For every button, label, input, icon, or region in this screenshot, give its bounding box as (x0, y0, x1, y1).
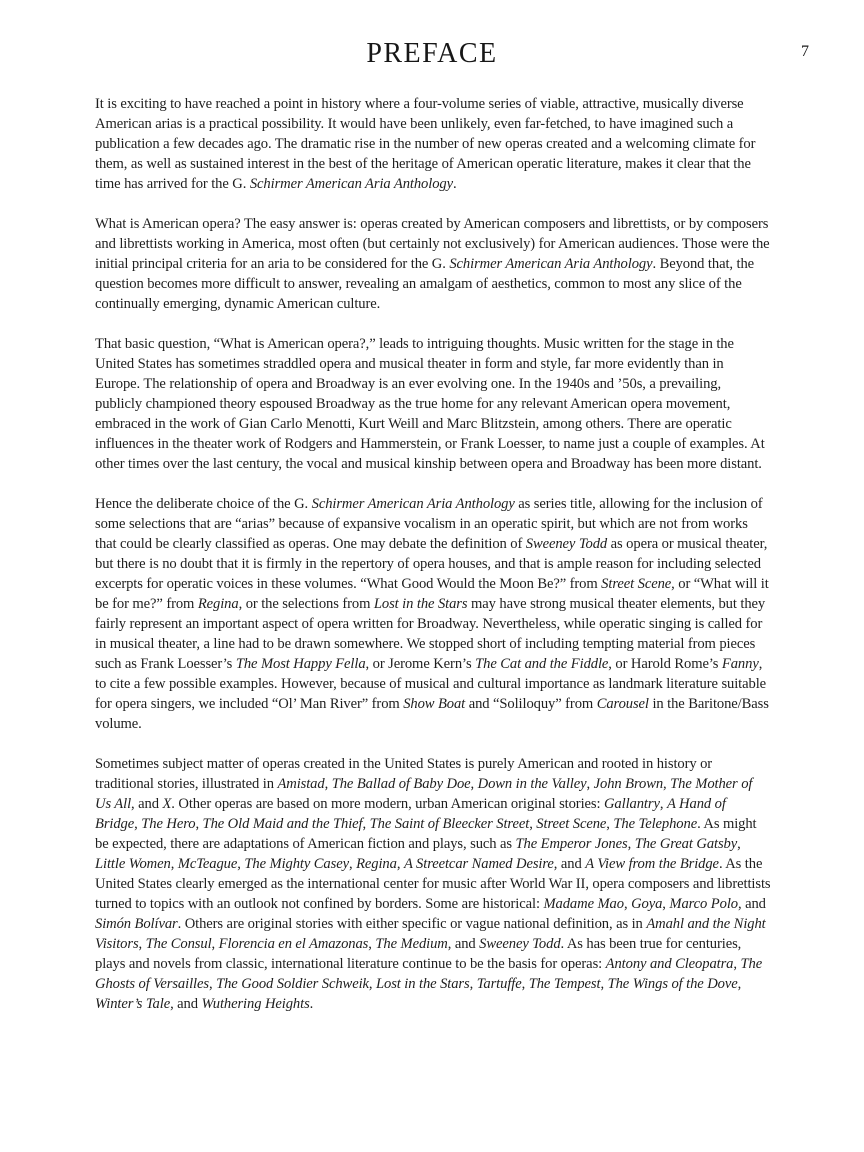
italic-title-text: The Cat and the Fiddle (475, 656, 609, 672)
italic-title-text: The Mighty Casey (244, 856, 349, 872)
italic-title-text: Street Scene (601, 576, 672, 592)
body-text-segment: , (600, 976, 608, 992)
italic-title-text: The Mother of Us All (95, 776, 753, 812)
paragraph-what-is-american-opera (95, 214, 771, 314)
body-text-segment: , and (170, 996, 202, 1012)
italic-title-text: Fanny (721, 656, 759, 672)
italic-title-text: The Tempest (528, 976, 601, 992)
body-text-segment: . As the United States clearly emerged as the international center for music after World War II, opera composers and librettists turned to topics with an outlook not confined by borders. Some are historical: (95, 856, 771, 912)
body-text-segment: , (170, 856, 178, 872)
body-text-segment: , or Jerome Kern’s (365, 656, 476, 672)
italic-title-text: Amahl and the Night Visitors (95, 916, 766, 952)
body-text-segment: , (529, 816, 537, 832)
italic-title-text: Florencia en el Amazonas (218, 936, 369, 952)
body-text-segment: , and (737, 896, 766, 912)
body-text-segment: , (737, 976, 742, 992)
italic-title-text: Wuthering Heights (201, 996, 310, 1012)
italic-title-text: A Streetcar Named Desire (403, 856, 554, 872)
paragraph-opera-and-broadway (95, 334, 771, 474)
body-text-segment: , or “What will it be for me?” from (95, 576, 769, 612)
italic-title-text: Regina (356, 856, 397, 872)
body-text-segment: . Others are original stories with either specific or vague national definition, as in (177, 916, 647, 932)
italic-title-text: Marco Polo (669, 896, 738, 912)
italic-title-text: Simón Bolívar (95, 916, 178, 932)
body-text-segment: may have strong musical theater elements, but they fairly represent an important aspect of opera written for Broadway. Nevertheless, while operatic singing is called for in musical theater, a line had to be drawn somewhere. We stopped short of including tempting material from pieces such as Frank Loesser’s (95, 596, 766, 672)
preface-body (95, 94, 771, 1014)
body-text-segment: , (324, 776, 332, 792)
italic-title-text: The Saint of Bleecker Street (369, 816, 530, 832)
italic-title-text: Sweeney Todd (479, 936, 561, 952)
page-number: 7 (801, 43, 809, 60)
body-text-segment: , to cite a few possible examples. However, because of musical and cultural importance as landmark literature suitable for opera singers, we included “Ol’ Man River” from (95, 656, 767, 712)
italic-title-text: Antony and Cleopatra (605, 956, 734, 972)
body-text-segment: , (134, 816, 142, 832)
body-text-segment: , or the selections from (238, 596, 374, 612)
italic-title-text: A Hand of Bridge (95, 796, 726, 832)
body-text-segment: as series title, allowing for the inclusion of some selections that are “arias” because of expansive vocalism in an operatic spirit, but which are not from works that could be clearly classified as operas. One may debate the definition of (95, 496, 763, 552)
paragraph-subject-matter (95, 754, 771, 1014)
italic-title-text: Down in the Valley (477, 776, 587, 792)
italic-title-text: X (162, 796, 172, 812)
body-text-segment: . (452, 176, 457, 192)
paragraph-intro (95, 94, 771, 194)
body-text-segment: and “Soliloquy” from (465, 696, 597, 712)
body-text-segment: Sometimes subject matter of operas created in the United States is purely American and rooted in history or traditional stories, illustrated in (95, 756, 713, 792)
italic-title-text: Lost in the Stars (376, 976, 470, 992)
italic-title-text: Lost in the Stars (373, 596, 468, 612)
body-text-segment: , or Harold Rome’s (608, 656, 722, 672)
body-text-segment: , (737, 836, 741, 852)
italic-title-text: The Wings of the Dove (607, 976, 738, 992)
italic-title-text: Little Women (95, 856, 171, 872)
italic-title-text: Street Scene (536, 816, 607, 832)
body-text-segment: What is American opera? The easy answer is: operas created by American composers and librettists, or by composers and librettists working in America, most often (but certainly not exclusively) for American audiences. Those were the initial principal criteria for an aria to be considered for the G. (95, 216, 770, 272)
italic-title-text: McTeague (177, 856, 238, 872)
italic-title-text: Regina (197, 596, 239, 612)
paragraph-series-title-choice (95, 494, 771, 734)
body-text-segment: That basic question, “What is American opera?,” leads to intriguing thoughts. Music written for the stage in the United States has sometimes straddled opera and musical theater in form and style, far more evidently than in Europe. The relationship of opera and Broadway is an ever evolving one. In the 1940s and ’50s, a prevailing, publicly championed theory espoused Broadway as the true home for any relevant American opera movement, embraced in the work of Gian Carlo Menotti, Kurt Weill and Marc Blitzstein, among others. There are operatic influences in the theater work of Rodgers and Hammerstein, or Frank Loesser, to name just a couple of examples. At other times over the last century, the vocal and musical kinship between opera and Broadway has been more distant. (95, 336, 765, 472)
body-text-segment: , (659, 796, 667, 812)
body-text-segment: , and (447, 936, 480, 952)
body-text-segment: as opera or musical theater, but there is no doubt that it is firmly in the repertory of opera houses, and that is ample reason for including selected excerpts for operatic voices in these volumes. “What Good Would the Moon Be?” from (95, 536, 768, 592)
body-text-segment: , (627, 836, 635, 852)
body-text-segment: , and (131, 796, 163, 812)
body-text-segment: , (362, 816, 370, 832)
body-text-segment: . Other operas are based on more modern, urban American original stories: (171, 796, 604, 812)
italic-title-text: The Ghosts of Versailles (95, 956, 763, 992)
italic-title-text: Tartuffe (476, 976, 522, 992)
body-text-segment: , (237, 856, 245, 872)
body-text-segment: , (211, 936, 219, 952)
italic-title-text: Winter’s Tale (95, 996, 171, 1012)
italic-title-text: The Consul (145, 936, 212, 952)
body-text-segment: It is exciting to have reached a point in history where a four-volume series of viable, attractive, musically diverse American arias is a practical possibility. It would have been unlikely, even far-fetched, to have imagined such a publication a few decades ago. The dramatic rise in the number of new operas created and a welcoming climate for them, as well as sustained interest in the best of the heritage of American operatic literature, makes it clear that the time has arrived for the G. (95, 96, 756, 192)
body-text-segment: , (469, 976, 477, 992)
body-text-segment: , (662, 896, 670, 912)
body-text-segment: . Beyond that, the question becomes more difficult to answer, revealing an amalgam of aesthetics, common to most any slice of the continually emerging, dynamic American culture. (95, 256, 755, 312)
italic-title-text: Sweeney Todd (525, 536, 608, 552)
italic-title-text: Schirmer American Aria Anthology (311, 496, 515, 512)
body-text-segment: , (470, 776, 478, 792)
italic-title-text: The Good Soldier Schweik (216, 976, 369, 992)
italic-title-text: Amistad (277, 776, 325, 792)
body-text-segment: , and (553, 856, 586, 872)
body-text-segment: , (586, 776, 594, 792)
body-text-segment: , (396, 856, 404, 872)
italic-title-text: John Brown (593, 776, 664, 792)
page-title: PREFACE (366, 38, 498, 69)
italic-title-text: The Hero (141, 816, 196, 832)
italic-title-text: A View from the Bridge (585, 856, 719, 872)
body-text-segment: , (521, 976, 529, 992)
italic-title-text: Goya (631, 896, 663, 912)
body-text-segment: , (623, 896, 632, 912)
body-text-segment: , (138, 936, 146, 952)
italic-title-text: The Telephone (613, 816, 698, 832)
body-text-segment: , (348, 856, 357, 872)
italic-title-text: Schirmer American Aria Anthology (249, 176, 453, 192)
italic-title-text: The Most Happy Fella (235, 656, 366, 672)
body-text-segment: , (208, 976, 217, 992)
body-text-segment: in the Baritone/Bass volume. (95, 696, 769, 732)
body-text-segment: , (606, 816, 614, 832)
italic-title-text: The Great Gatsby (634, 836, 738, 852)
body-text-segment: , (733, 956, 741, 972)
italic-title-text: The Medium (375, 936, 448, 952)
italic-title-text: The Ballad of Baby Doe (331, 776, 471, 792)
body-text-segment: Hence the deliberate choice of the G. (95, 496, 312, 512)
body-text-segment: . As has been true for centuries, plays and novels from classic, international literature continue to be the basis for operas: (95, 936, 742, 972)
italic-title-text: Madame Mao (543, 896, 624, 912)
italic-title-text: Carousel (596, 696, 649, 712)
body-text-segment: , (368, 976, 377, 992)
body-text-segment: , (663, 776, 671, 792)
italic-title-text: Schirmer American Aria Anthology (449, 256, 653, 272)
body-text-segment: , (368, 936, 376, 952)
body-text-segment: . (309, 996, 314, 1012)
body-text-segment: . As might be expected, there are adaptations of American fiction and plays, such as (95, 816, 757, 852)
italic-title-text: The Old Maid and the Thief (202, 816, 363, 832)
body-text-segment: , (195, 816, 203, 832)
italic-title-text: Show Boat (403, 696, 466, 712)
italic-title-text: The Emperor Jones (515, 836, 628, 852)
italic-title-text: Gallantry (603, 796, 660, 812)
